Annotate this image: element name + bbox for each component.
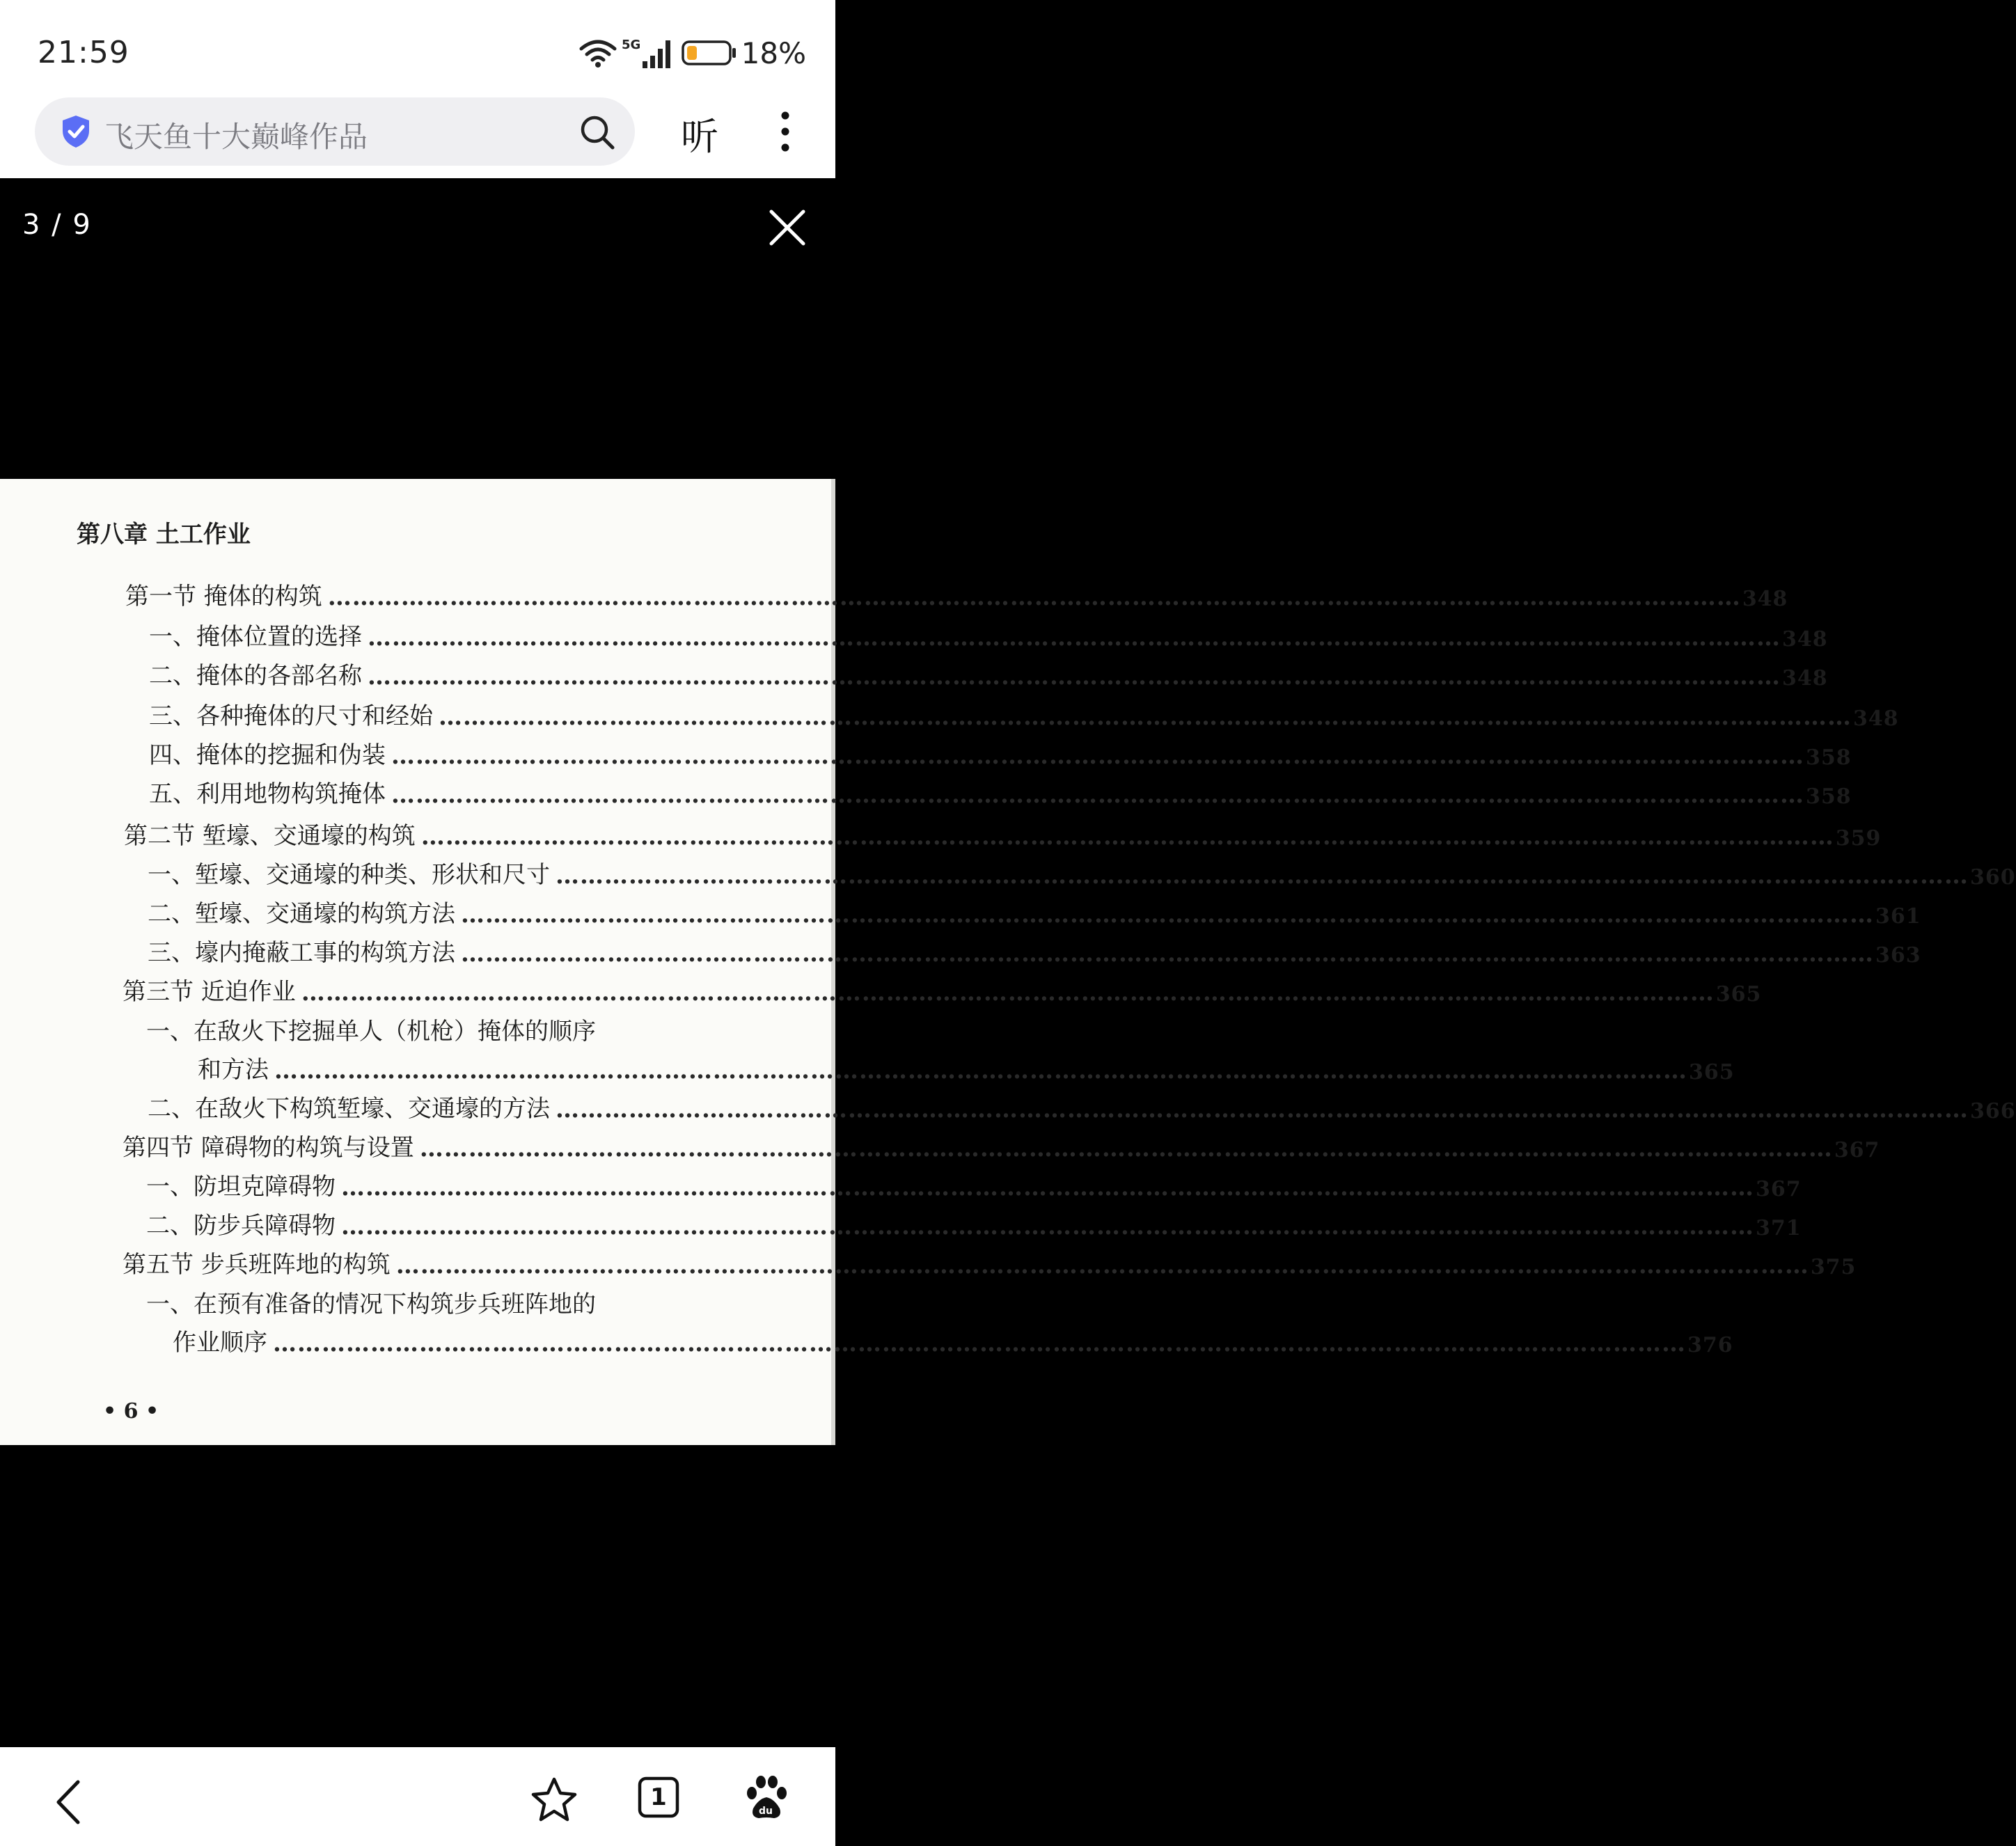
toc-entry-page: 348 — [1742, 587, 1788, 611]
bottom-navigation — [0, 1747, 835, 1846]
scanned-page-image[interactable] — [0, 479, 2016, 1445]
toc-leader-dots: ………………………………………………………………………………………………………………………………………………………… — [419, 1135, 1833, 1162]
toc-entry-title: 第一节 掩体的构筑 — [125, 583, 322, 610]
page-number: • 6 • — [103, 1399, 159, 1423]
wifi-icon — [578, 38, 617, 68]
toc-entry — [146, 1168, 1802, 1201]
toc-entry — [125, 578, 1788, 611]
toc-entry — [148, 1090, 2016, 1123]
toc-entry — [149, 697, 1899, 731]
toc-entry-title: 第二节 堑壕、交通壕的构筑 — [124, 822, 416, 850]
search-icon[interactable] — [579, 114, 615, 150]
network-label: 5G — [621, 38, 640, 52]
toc-entry-page: 366 — [1970, 1099, 2016, 1123]
battery-percent: 18% — [741, 36, 806, 70]
toc-leader-dots: ………………………………………………………………………………………………………………………………………………………… — [556, 1096, 1969, 1123]
toc-entry-title: 作业顺序 — [173, 1329, 267, 1357]
toc-leader-dots: ………………………………………………………………………………………………………………………………………………………… — [439, 703, 1852, 731]
listen-button[interactable]: 听 — [681, 115, 718, 159]
toc-leader-dots: ………………………………………………………………………………………………………………………………………………………… — [368, 624, 1781, 652]
toc-entry-page: 365 — [1715, 982, 1762, 1007]
toc-entry — [198, 1051, 1735, 1084]
baidu-icon[interactable] — [743, 1774, 789, 1822]
back-icon[interactable] — [53, 1778, 84, 1827]
toc-leader-dots: ………………………………………………………………………………………………………………………………………………………… — [391, 781, 1804, 809]
toc-entry-title: 二、堑壕、交通壕的构筑方法 — [148, 900, 455, 928]
toc-entry-title: 和方法 — [198, 1056, 269, 1084]
toc-entry — [124, 817, 1882, 851]
signal-icon — [622, 36, 673, 70]
toc-entry-page: 348 — [1853, 707, 1899, 731]
toc-entry — [149, 618, 1828, 652]
toc-entry-page: 376 — [1687, 1333, 1733, 1357]
toc-entry — [123, 1129, 1880, 1162]
toc-leader-dots: ………………………………………………………………………………………………………………………………………………………… — [395, 1252, 1809, 1279]
status-indicators — [578, 33, 806, 72]
toc-entry-title: 二、在敌火下构筑堑壕、交通壕的方法 — [148, 1095, 550, 1123]
toc-entry-page: 360 — [1970, 865, 2016, 890]
status-time: 21:59 — [38, 35, 129, 70]
toc-leader-dots: ………………………………………………………………………………………………………………………………………………………… — [556, 862, 1969, 890]
toc-leader-dots: ………………………………………………………………………………………………………………………………………………………… — [341, 1213, 1754, 1240]
toc-entry — [148, 856, 2016, 890]
toc-entry-page: 367 — [1834, 1138, 1880, 1162]
toc-entry — [148, 895, 1921, 929]
toc-entry-page: 371 — [1756, 1216, 1802, 1240]
toc-entry-title: 三、壕内掩蔽工事的构筑方法 — [148, 939, 455, 967]
toc-leader-dots: ………………………………………………………………………………………………………………………………………………………… — [274, 1057, 1687, 1084]
toc-entry-page: 363 — [1875, 943, 1921, 968]
battery-icon — [682, 39, 737, 67]
toc-entry-page: 348 — [1782, 627, 1828, 652]
more-icon[interactable] — [773, 110, 798, 153]
toc-entry — [148, 934, 1921, 968]
toc-entry-page: 348 — [1782, 666, 1828, 691]
toc-entry-title: 四、掩体的挖掘和伪装 — [149, 741, 386, 769]
image-counter: 3 / 9 — [22, 209, 92, 241]
toc-leader-dots: ………………………………………………………………………………………………………………………………………………………… — [368, 663, 1781, 691]
toc-entry-title: 一、在敌火下挖掘单人（机枪）掩体的顺序 — [146, 1018, 596, 1046]
toc-leader-dots: ………………………………………………………………………………………………………………………………………………………… — [301, 979, 1715, 1007]
toc-leader-dots: ………………………………………………………………………………………………………………………………………………………… — [341, 1174, 1754, 1201]
toc-entry — [146, 1207, 1802, 1240]
toc-entry-page: 359 — [1835, 826, 1882, 851]
toc-entry-title: 二、掩体的各部名称 — [149, 662, 362, 690]
toc-entry-page: 358 — [1806, 746, 1852, 770]
toc-entry-page: 367 — [1756, 1177, 1802, 1201]
toc-entry-page: 375 — [1810, 1255, 1857, 1279]
toc-leader-dots: ………………………………………………………………………………………………………………………………………………………… — [327, 583, 1741, 611]
toc-entry-title: 一、掩体位置的选择 — [149, 623, 362, 651]
toc-entry-title: 一、在预有准备的情况下构筑步兵班阵地的 — [146, 1291, 596, 1318]
address-text[interactable]: 飞天鱼十大巅峰作品 — [104, 120, 368, 154]
toc-entry — [173, 1324, 1733, 1357]
toc-entry-title: 第五节 步兵班阵地的构筑 — [123, 1251, 391, 1279]
toc-entry — [123, 973, 1762, 1007]
toc-entry — [149, 657, 1828, 691]
chapter-title: 第八章 土工作业 — [77, 521, 251, 549]
toc-entry-title: 三、各种掩体的尺寸和经始 — [149, 702, 433, 730]
toc-entry — [149, 736, 1852, 770]
star-icon[interactable] — [530, 1776, 578, 1822]
browser-toolbar — [0, 97, 835, 178]
toc-entry — [123, 1246, 1857, 1279]
tab-count[interactable]: 1 — [650, 1783, 667, 1811]
close-icon[interactable] — [769, 209, 806, 246]
toc-entry-title: 二、防步兵障碍物 — [146, 1212, 336, 1240]
toc-entry-title: 五、利用地物构筑掩体 — [149, 780, 386, 808]
toc-entry-page: 358 — [1806, 784, 1852, 809]
address-bar[interactable] — [35, 97, 635, 166]
status-bar — [0, 0, 835, 97]
toc-entry — [149, 775, 1852, 809]
shield-icon — [60, 114, 92, 149]
toc-leader-dots: ………………………………………………………………………………………………………………………………………………………… — [461, 940, 1874, 968]
toc-entry-page: 365 — [1689, 1060, 1735, 1084]
toc-leader-dots: ………………………………………………………………………………………………………………………………………………………… — [273, 1330, 1686, 1357]
toc-entry-title: 一、堑壕、交通壕的种类、形状和尺寸 — [148, 861, 550, 889]
toc-entry-title: 第三节 近迫作业 — [123, 978, 296, 1006]
toc-entry-title: 第四节 障碍物的构筑与设置 — [123, 1134, 414, 1162]
svg-text:du: du — [759, 1806, 773, 1817]
image-viewer[interactable] — [0, 178, 2016, 1747]
toc-entry-title: 一、防坦克障碍物 — [146, 1173, 336, 1201]
toc-entry-page: 361 — [1875, 904, 1921, 929]
toc-leader-dots: ………………………………………………………………………………………………………………………………………………………… — [461, 901, 1874, 929]
toc-leader-dots: ………………………………………………………………………………………………………………………………………………………… — [391, 742, 1804, 770]
toc-leader-dots: ………………………………………………………………………………………………………………………………………………………… — [420, 823, 1834, 851]
